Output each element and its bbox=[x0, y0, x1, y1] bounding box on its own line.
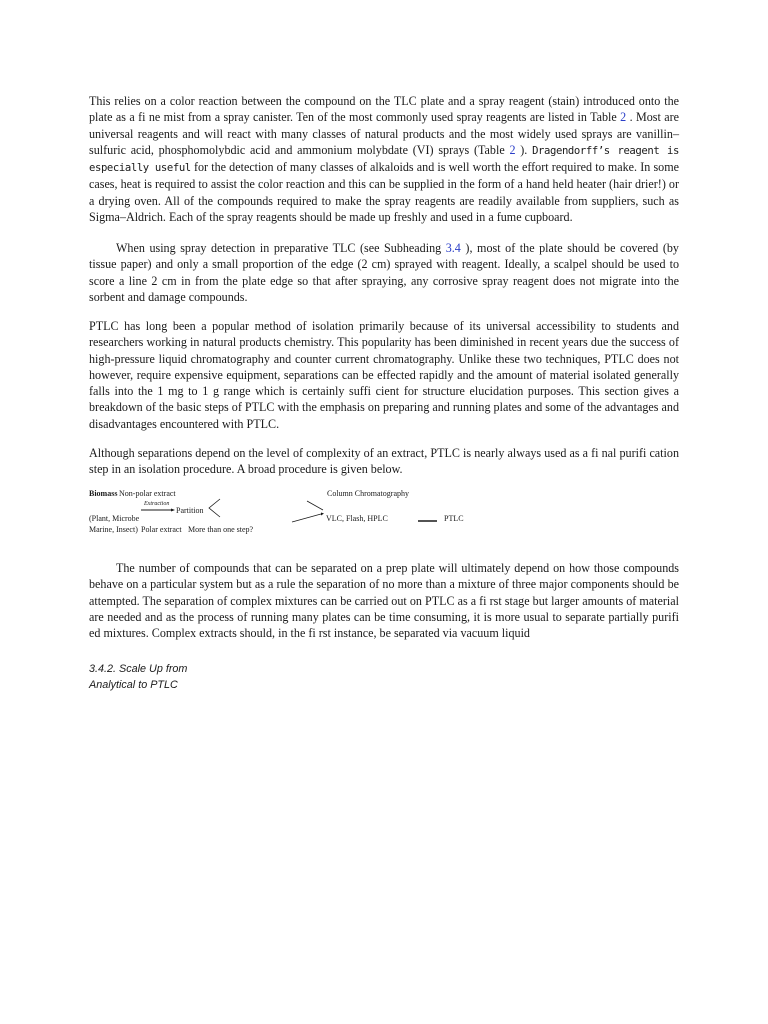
diagram-label-plant-microbe: (Plant, Microbe bbox=[89, 514, 140, 523]
isolation-procedure-diagram bbox=[89, 486, 679, 538]
diagram-label-more-steps: More than one step? bbox=[188, 525, 254, 534]
text-run: for the detection of many classes of alkaloids and is well worth the effort required to make. In some cases, heat is required to assist the color reaction and this can be supplied in the form of a hand held heater (hair drier!) or a drying oven. All of the compounds required to make the spray reagents are readily available from suppliers, such as Sigma–Aldrich. Each of the spray reagents should be made up freshly and used in a fume cupboard. bbox=[89, 160, 679, 225]
paragraph-ptlc-intro: PTLC has long been a popular method of isolation primarily because of its universal accessibility to students and researchers working in natural products chemistry. This popularity has been diminished in recent years due the success of high-pressure liquid chromatography and counter current chromatography. Unlike these two techniques, PTLC does not however, require expensive equipment, separations can be effected rapidly and the amount of material isolated generally falls into the 1 mg to 1 g range which is certainly suffi cient for structure elucidation purposes. This section gives a breakdown of the basic steps of PTLC with the emphasis on preparing and running plates and some of the advantages and disadvantages encountered with PTLC. bbox=[89, 319, 679, 431]
diagram-label-marine-insect: Marine, Insect) bbox=[89, 525, 138, 534]
table-reference-link[interactable]: 2 bbox=[509, 142, 516, 157]
paragraph-spray-detection bbox=[89, 240, 679, 305]
subheading-reference-link[interactable]: 3.4 bbox=[445, 241, 461, 255]
text-run: When using spray detection in preparative TLC (see Subheading bbox=[116, 241, 446, 255]
section-heading-line: Analytical to PTLC bbox=[89, 679, 178, 692]
section-heading-line: 3.4.2. Scale Up from bbox=[89, 663, 188, 675]
section-heading-3-4-2 bbox=[89, 661, 187, 694]
paragraph-procedure: Although separations depend on the level of complexity of an extract, PTLC is nearly always used as a fi nal purifi cation step in an isolation procedure. A broad procedure is given below. bbox=[89, 446, 679, 477]
diagram-label-vlc-flash-hplc: VLC, Flash, HPLC bbox=[326, 514, 388, 523]
diagram-label-nonpolar-extract: Non-polar extract bbox=[119, 489, 176, 498]
diagram-label-ptlc: PTLC bbox=[444, 514, 464, 523]
diagram-label-polar-extract: Polar extract bbox=[141, 525, 182, 534]
text-run: ), most of the plate should be covered (by tissue paper) and only a small proportion of the edge (2 cm) sprayed with reagent. Ideally, a scalpel should be used to score a line 2 cm in from the plate edge so that after spraying, any corrosive spray reagent does not migrate into the sorbent and damage compounds. bbox=[89, 241, 679, 304]
diagram-label-partition: Partition bbox=[176, 506, 204, 515]
table-reference-link[interactable]: 2 bbox=[620, 110, 627, 125]
text-run: . Most are universal reagents and will react with many classes of natural products and the most widely used sprays are vanillin–sulfuric acid, phosphomolybdic acid and ammonium molybdate (VI) sprays (Table bbox=[89, 110, 679, 157]
paragraph-spray-reagents bbox=[89, 93, 679, 225]
text-run: This relies on a color reaction between the compound on the TLC plate and a spray reagent (stain) introduced onto the plate as a fi ne mist from a spray canister. Ten of the most commonly used spray reagents are listed in Table bbox=[89, 94, 679, 125]
diagram-label-biomass: Biomass bbox=[89, 489, 118, 498]
monospace-text-run: Dragendorff’s reagent is especially useful bbox=[89, 144, 679, 175]
text-run: ). bbox=[515, 142, 533, 157]
diagram-label-column-chromatography: Column Chromatography bbox=[327, 489, 409, 498]
text-run: The number of compounds that can be separated on a prep plate will ultimately depend on how those compounds behave on a particular system but as a rule the separation of no more than a mixture of three major components should be attempted. The separation of complex mixtures can be carried out on PTLC as a fi rst stage but larger amounts of material are needed and as the process of running many plates can be time consuming, it is more usual to separate partially purifi ed mixtures. Complex extracts should, in the fi rst instance, be separated via vacuum liquid bbox=[89, 561, 679, 641]
diagram-label-extraction: Extraction bbox=[144, 501, 170, 507]
paragraph-compound-separation bbox=[89, 560, 679, 641]
